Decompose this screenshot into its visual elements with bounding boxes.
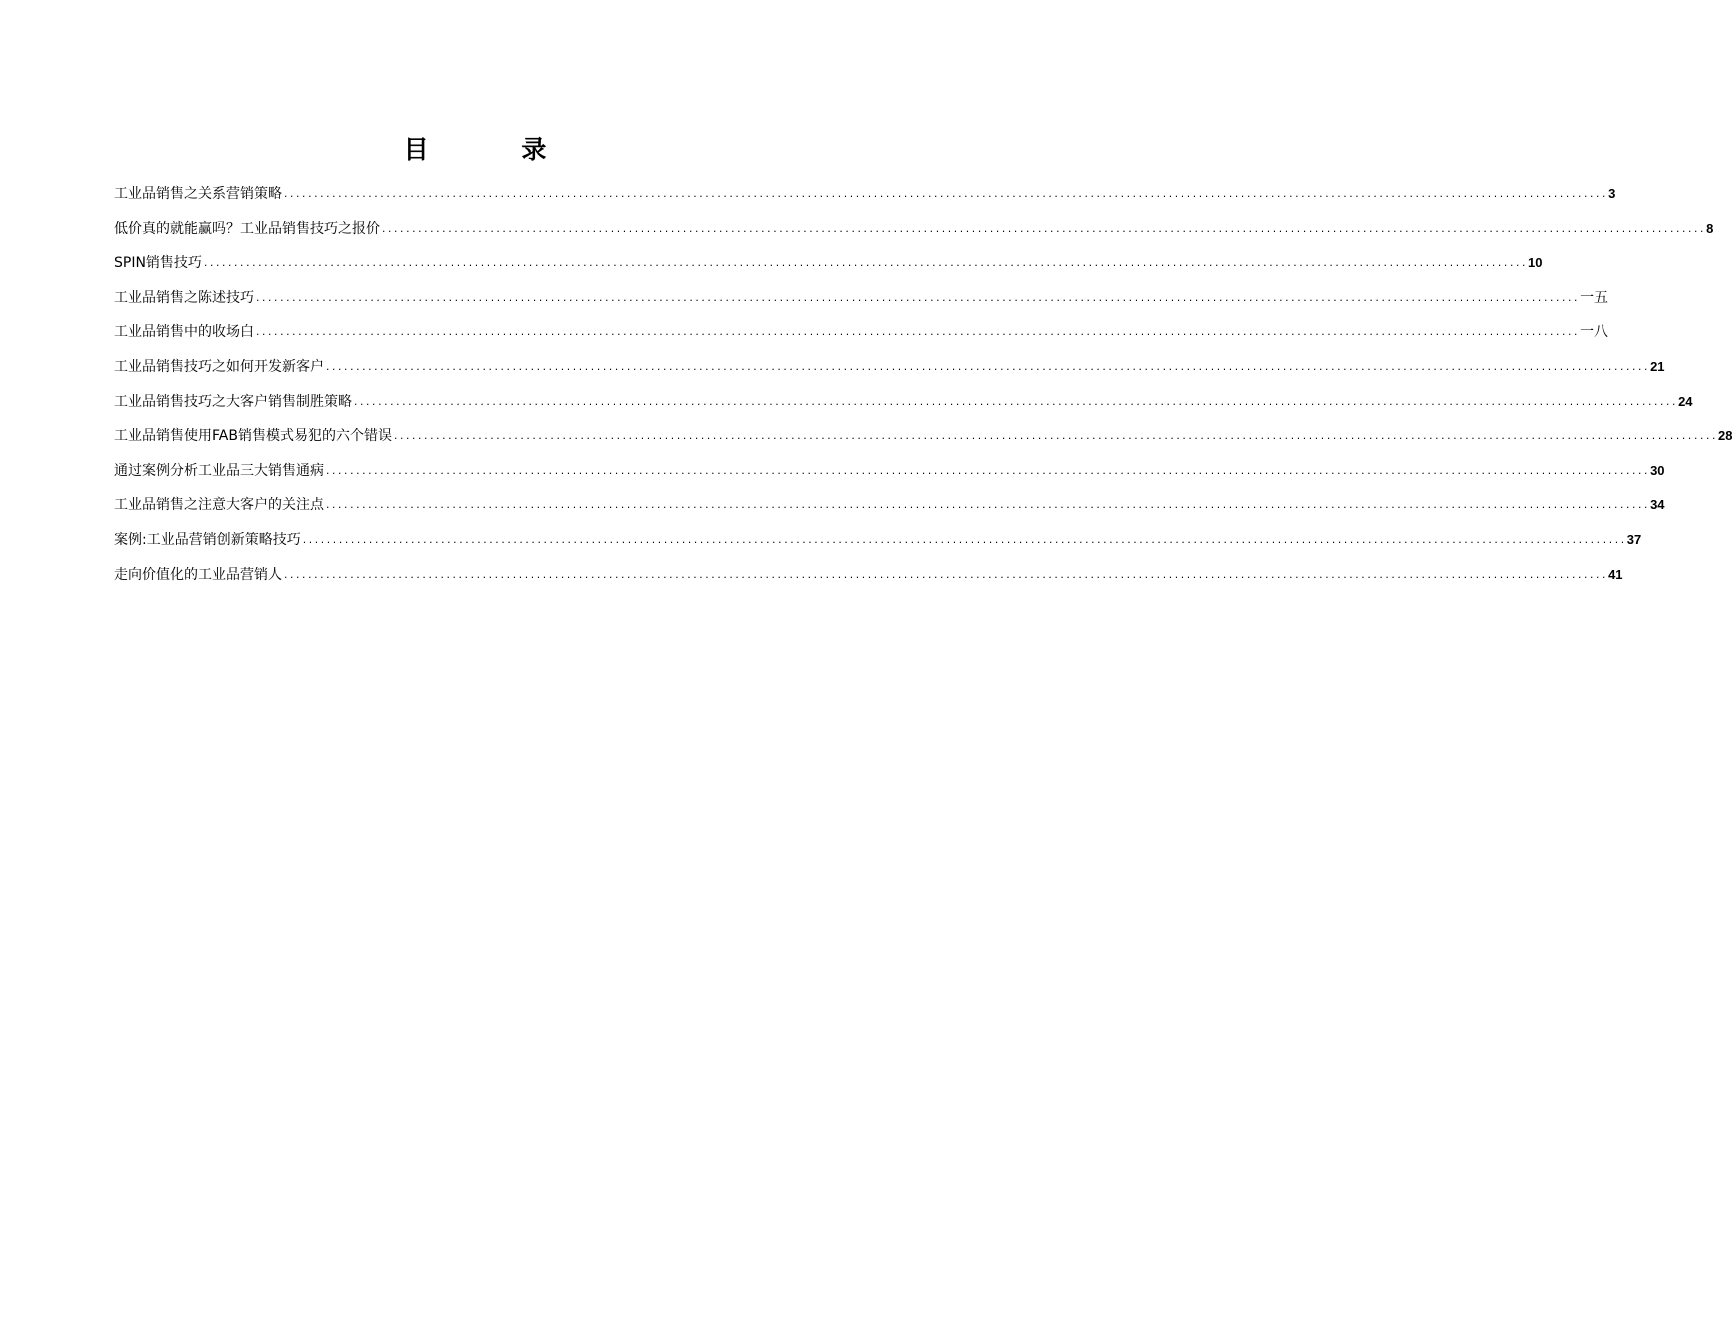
toc-entry-page: 37 (1626, 531, 1642, 547)
toc-entry[interactable] (114, 322, 1609, 357)
toc-dot-leader: ............................................................................................................................................................................................................................ (392, 432, 1718, 443)
toc-entry-page: 30 (1650, 462, 1665, 478)
toc-entry-page: 34 (1650, 497, 1665, 513)
toc-entry[interactable] (114, 219, 1714, 254)
toc-entry-title: 工业品销售中的收场白 (114, 324, 254, 341)
toc-dot-leader: ............................................................................................................................................................................................................................ (283, 190, 1608, 200)
toc-dot-leader: ............................................................................................................................................................................................................................ (255, 293, 1580, 304)
toc-entry-page: 41 (1608, 566, 1623, 582)
toc-entry[interactable] (114, 530, 1642, 565)
toc-entry[interactable] (114, 357, 1665, 392)
toc-entry-page: 10 (1528, 255, 1543, 271)
toc-entry[interactable] (114, 184, 1616, 219)
toc-entry-title: SPIN销售技巧 (114, 255, 202, 272)
toc-dot-leader: ............................................................................................................................................................................................................................ (325, 362, 1650, 373)
toc-title: 目 录 (403, 135, 589, 164)
toc-entry[interactable] (114, 253, 1543, 288)
toc-dot-leader: ............................................................................................................................................................................................................................ (301, 535, 1626, 546)
toc-entry-title: 工业品销售技巧之大客户销售制胜策略 (114, 393, 352, 410)
toc-entry-title: 低价真的就能赢吗？工业品销售技巧之报价 (114, 220, 380, 237)
toc-entry-title: 案例:工业品营销创新策略技巧 (114, 531, 301, 548)
toc-entry[interactable] (114, 392, 1693, 427)
table-of-contents (114, 184, 1732, 599)
toc-dot-leader: ............................................................................................................................................................................................................................ (325, 501, 1650, 512)
toc-entry-page: 8 (1706, 220, 1714, 236)
toc-dot-leader: ............................................................................................................................................................................................................................ (353, 397, 1678, 408)
toc-entry-title: 工业品销售之关系营销策略 (114, 186, 282, 202)
toc-dot-leader: ............................................................................................................................................................................................................................ (325, 466, 1650, 477)
toc-dot-leader: ............................................................................................................................................................................................................................ (255, 328, 1580, 339)
toc-entry[interactable] (114, 565, 1623, 600)
toc-entry[interactable] (114, 495, 1665, 530)
toc-entry-title: 走向价值化的工业品营销人 (114, 566, 282, 583)
toc-entry-page: 一五 (1580, 289, 1609, 306)
toc-entry-title: 通过案例分析工业品三大销售通病 (114, 462, 324, 479)
toc-entry-page: 28 (1718, 428, 1732, 444)
toc-entry[interactable] (114, 461, 1665, 496)
toc-entry-page: 3 (1608, 186, 1616, 201)
toc-entry-title: 工业品销售之陈述技巧 (114, 289, 254, 306)
toc-entry-page: 21 (1650, 358, 1665, 374)
toc-entry[interactable] (114, 426, 1732, 461)
toc-entry-title: 工业品销售之注意大客户的关注点 (114, 497, 324, 514)
toc-entry-title: 工业品销售使用FAB销售模式易犯的六个错误 (114, 428, 392, 445)
toc-entry[interactable] (114, 288, 1609, 323)
toc-entry-page: 一八 (1580, 324, 1609, 341)
toc-entry-page: 24 (1678, 393, 1693, 409)
toc-dot-leader: ............................................................................................................................................................................................................................ (283, 570, 1608, 581)
toc-dot-leader: ............................................................................................................................................................................................................................ (381, 224, 1706, 235)
toc-dot-leader: ............................................................................................................................................................................................................................ (202, 259, 1527, 270)
toc-entry-title: 工业品销售技巧之如何开发新客户 (114, 358, 324, 375)
